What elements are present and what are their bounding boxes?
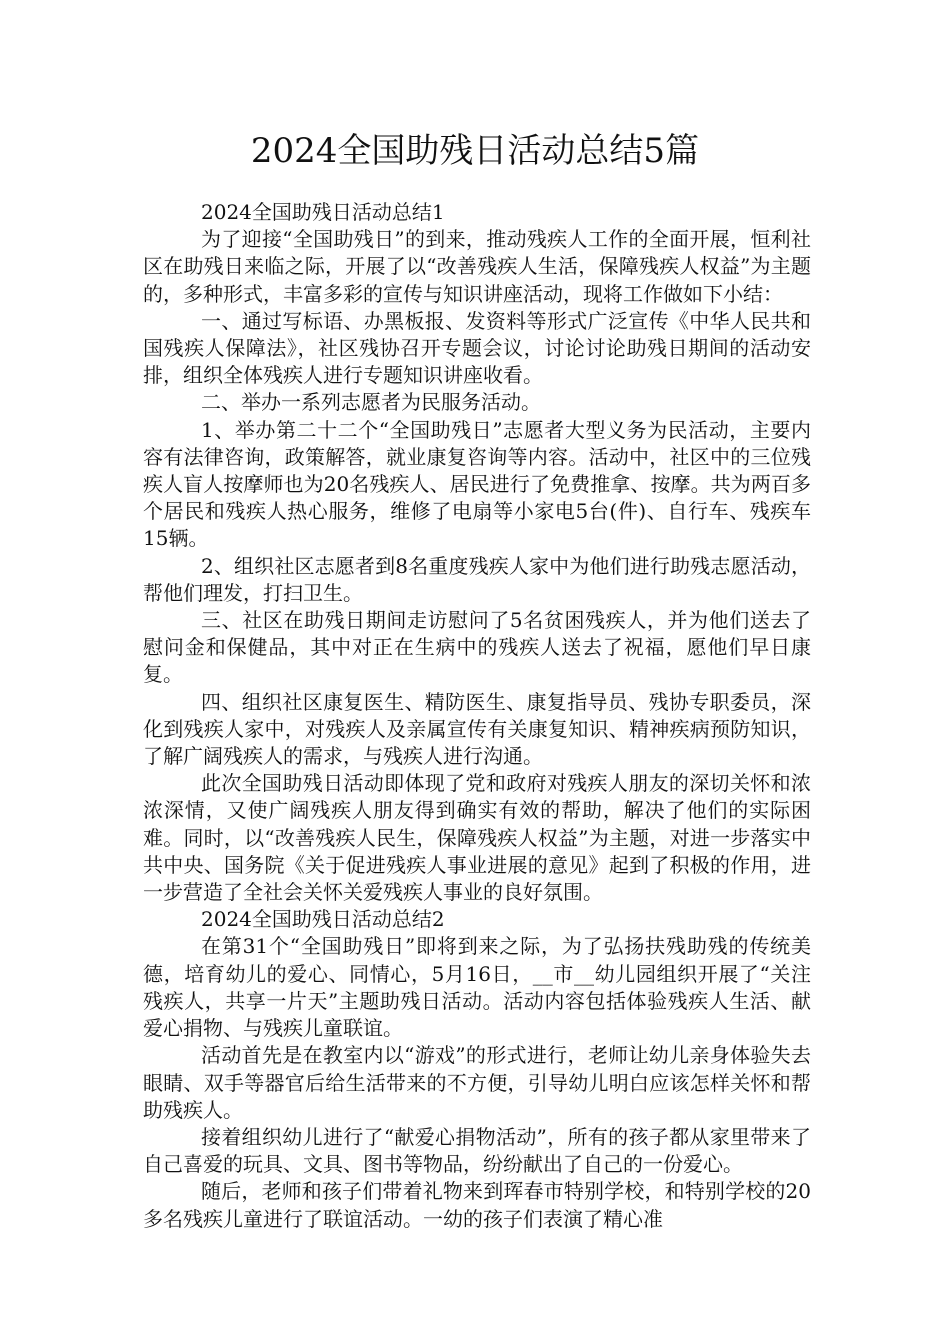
paragraph: 活动首先是在教室内以“游戏”的形式进行，老师让幼儿亲身体验失去眼睛、双手等器官后给生活带来的不方便，引导幼儿明白应该怎样关怀和帮助残疾人。 <box>143 1043 811 1122</box>
paragraph: 为了迎接“全国助残日”的到来，推动残疾人工作的全面开展，恒利社区在助残日来临之际，开展了以“改善残疾人生活，保障残疾人权益”为主题的，多种形式，丰富多彩的宣传与知识讲座活动，现将工作做如下小结： <box>143 227 811 306</box>
paragraph: 随后，老师和孩子们带着礼物来到珲春市特别学校，和特别学校的20多名残疾儿童进行了联谊活动。一幼的孩子们表演了精心准 <box>143 1179 811 1231</box>
paragraph: 2、组织社区志愿者到8名重度残疾人家中为他们进行助残志愿活动，帮他们理发，打扫卫生。 <box>143 553 811 605</box>
paragraph: 一、通过写标语、办黑板报、发资料等形式广泛宣传《中华人民共和国残疾人保障法》，社区残协召开专题会议，讨论讨论助残日期间的活动安排，组织全体残疾人进行专题知识讲座收看。 <box>143 308 811 388</box>
paragraph: 在第31个“全国助残日”即将到来之际，为了弘扬扶残助残的传统美德，培育幼儿的爱心、同情心，5月16日，__市__幼儿园组织开展了“关注残疾人，共享一片天”主题助残日活动。活动内容包括体验残疾人生活、献爱心捐物、与残疾儿童联谊。 <box>143 934 811 1041</box>
paragraph: 接着组织幼儿进行了“献爱心捐物活动”，所有的孩子都从家里带来了自己喜爱的玩具、文具、图书等物品，纷纷献出了自己的一份爱心。 <box>143 1124 811 1177</box>
document-title: 2024全国助残日活动总结5篇 <box>250 131 700 171</box>
paragraph: 二、举办一系列志愿者为民服务活动。 <box>201 390 541 415</box>
paragraph: 四、组织社区康复医生、精防医生、康复指导员、残协专职委员，深化到残疾人家中，对残疾人及亲属宣传有关康复知识、精神疾病预防知识，了解广阔残疾人的需求，与残疾人进行沟通。 <box>143 689 811 769</box>
section-heading-1: 2024全国助残日活动总结1 <box>201 200 445 224</box>
paragraph: 1、举办第二十二个“全国助残日”志愿者大型义务为民活动，主要内容有法律咨询，政策解答，就业康复咨询等内容。活动中，社区中的三位残疾人盲人按摩师也为20名残疾人、居民进行了免费推拿、按摩。共为两百多个居民和残疾人热心服务，维修了电扇等小家电5台(件)、自行车、残疾车15辆。 <box>143 417 811 551</box>
paragraph: 三、社区在助残日期间走访慰问了5名贫困残疾人，并为他们送去了慰问金和保健品，其中对正在生病中的残疾人送去了祝福，愿他们早日康复。 <box>143 608 811 687</box>
section-heading-2: 2024全国助残日活动总结2 <box>201 907 445 932</box>
document-body <box>143 199 811 1233</box>
paragraph: 此次全国助残日活动即体现了党和政府对残疾人朋友的深切关怀和浓浓深情，又使广阔残疾人朋友得到确实有效的帮助，解决了他们的实际困难。同时，以“改善残疾人民生，保障残疾人权益”为主题，对进一步落实中共中央、国务院《关于促进残疾人事业进展的意见》起到了积极的作用，进一步营造了全社会关怀关爱残疾人事业的良好氛围。 <box>143 771 811 905</box>
